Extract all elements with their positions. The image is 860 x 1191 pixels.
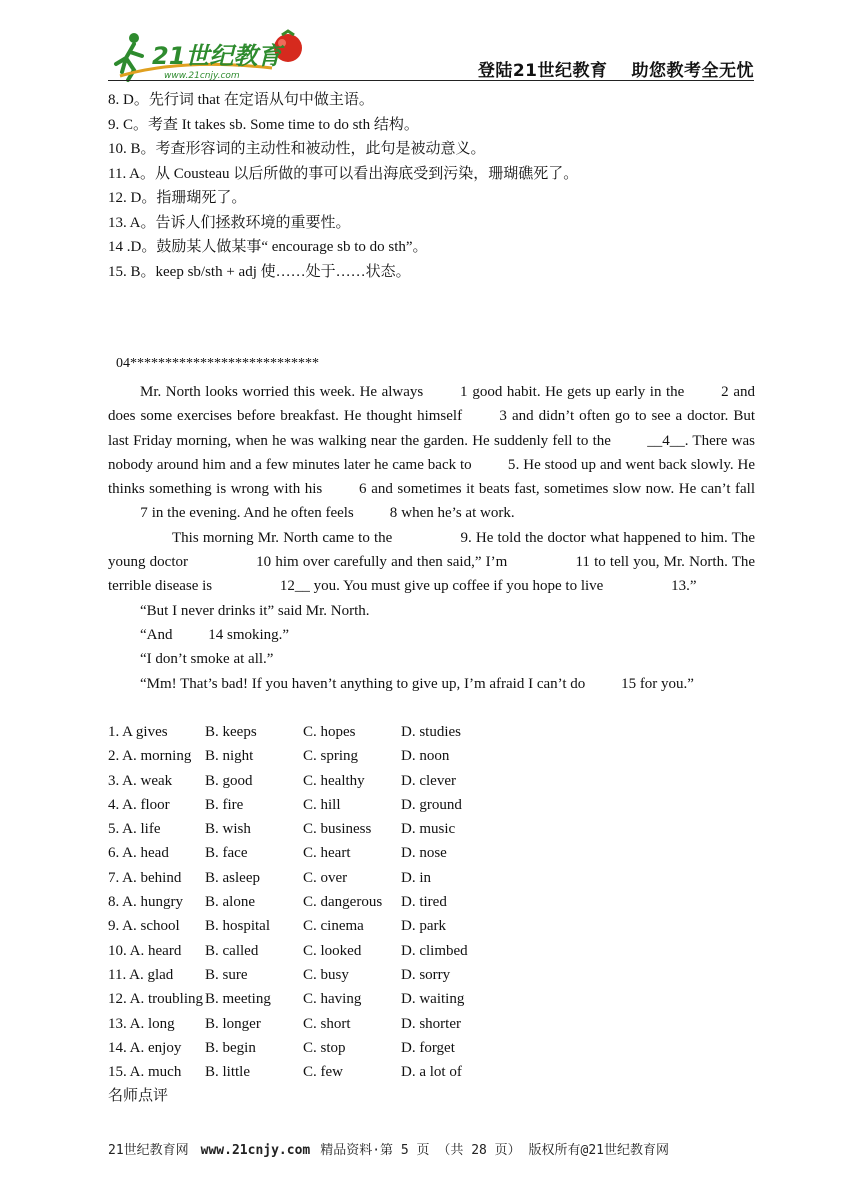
choice-a: 12. A. troubling: [108, 991, 204, 1008]
footer-site: 21世纪教育网: [108, 1143, 189, 1158]
choice-d: D. nose: [401, 845, 447, 862]
choice-b: B. longer: [205, 1015, 261, 1032]
choice-row: [108, 987, 521, 1011]
logo-url: www.21cnjy.com: [164, 71, 240, 81]
choice-row: [108, 1012, 521, 1036]
choice-d: D. climbed: [401, 942, 468, 959]
answer-item: 15. B。keep sb/sth + adj 使……处于……状态。: [108, 263, 411, 280]
choice-row: [108, 744, 521, 768]
choice-b: B. hospital: [205, 918, 271, 935]
choice-row: [108, 841, 521, 865]
passage-text: “And: [140, 626, 173, 643]
choice-a: 2. A. morning: [108, 748, 192, 765]
choice-c: C. dangerous: [303, 894, 383, 911]
choice-b: B. alone: [205, 894, 255, 911]
passage-text: smoking.”: [227, 626, 290, 643]
blank-12: 12__: [279, 578, 310, 595]
choice-a: 14. A. enjoy: [108, 1039, 182, 1056]
choice-table: [108, 720, 521, 1084]
blank-15: 15: [621, 675, 637, 692]
choice-c: C. looked: [303, 942, 362, 959]
blank-14: 14: [208, 626, 224, 643]
choice-row: [108, 1060, 521, 1084]
choice-c: C. healthy: [303, 772, 365, 789]
choice-a: 7. A. behind: [108, 869, 182, 886]
choice-c: C. short: [303, 1015, 351, 1032]
blank-2: 2: [721, 384, 729, 400]
choice-d: D. waiting: [401, 991, 465, 1008]
blank-3: 3: [499, 408, 507, 425]
answer-list: [108, 88, 768, 284]
choice-a: 6. A. head: [108, 845, 169, 862]
choice-c: C. having: [303, 991, 362, 1008]
passage-text: to tell you, Mr. North. The terrible disease is: [108, 554, 756, 595]
passage-text: “Mm! That’s bad! If you haven’t anything to give up, I’m afraid I can’t do: [140, 675, 586, 692]
choice-b: B. called: [205, 942, 259, 959]
choice-b: B. asleep: [205, 869, 260, 886]
choice-a: 13. A. long: [108, 1015, 175, 1032]
choice-d: D. music: [401, 821, 456, 838]
choice-d: D. shorter: [401, 1015, 461, 1032]
teacher-comment-label: 名师点评: [108, 1088, 169, 1104]
passage-text: you. You must give up coffee if you hope to live: [313, 578, 604, 595]
choice-row: [108, 1036, 521, 1060]
choice-a: 10. A. heard: [108, 942, 182, 959]
slogan-right: 助您教考全无忧: [631, 61, 754, 81]
choice-a: 11. A. glad: [108, 966, 174, 983]
choice-c: C. stop: [303, 1039, 346, 1056]
answer-item: 11. A。从 Cousteau 以后所做的事可以看出海底受到污染，珊瑚礁死了。: [108, 165, 579, 182]
choice-d: D. forget: [401, 1039, 455, 1056]
choice-row: [108, 914, 521, 938]
passage-paragraph-5: “I don’t smoke at all.”: [140, 651, 274, 668]
passage-text: and does some exercises before breakfast. He thought himself: [108, 384, 756, 425]
choice-row: [108, 720, 521, 744]
answer-item: 8. D。先行词 that 在定语从句中做主语。: [108, 92, 374, 108]
passage-paragraph-1: [108, 380, 755, 526]
footer-url: www.21cnjy.com: [200, 1143, 311, 1158]
blank-7: 7: [140, 505, 148, 522]
passage-text: .”: [686, 578, 697, 595]
blank-10: 10: [256, 554, 272, 571]
answer-item: 14 .D。鼓励某人做某事“ encourage sb to do sth”。: [108, 239, 428, 255]
logo-text: 21世纪教育: [152, 42, 282, 70]
choice-c: C. spring: [303, 748, 359, 765]
passage-paragraph-6: [108, 672, 755, 696]
choice-c: C. cinema: [303, 918, 364, 935]
choice-d: D. ground: [401, 796, 462, 813]
answer-item: 13. A。告诉人们拯救环境的重要性。: [108, 214, 351, 231]
blank-6: 6: [358, 481, 367, 498]
choice-a: 15. A. much: [108, 1064, 182, 1081]
passage-text: for you.”: [639, 675, 694, 692]
choice-a: 5. A. life: [108, 821, 161, 838]
choice-c: C. business: [303, 821, 372, 838]
site-logo: [112, 28, 312, 84]
answer-item: 9. C。考查 It takes sb. Some time to do sth 结构。: [108, 116, 419, 133]
blank-4: __4__: [647, 432, 685, 449]
choice-d: D. a lot of: [401, 1064, 462, 1081]
passage-text: in the evening. And he often feels: [151, 505, 354, 522]
choice-c: C. few: [303, 1064, 343, 1081]
passage-text: good habit. He gets up early in the: [472, 384, 685, 400]
passage-text: when he’s at work.: [401, 505, 515, 522]
passage-text: and didn’t often go to see a doctor. But last Friday morning, when he was walking near the garden. He suddenly fell to the: [108, 408, 756, 449]
cloze-passage: [108, 380, 755, 696]
choice-b: B. begin: [205, 1039, 256, 1056]
choice-row: [108, 963, 521, 987]
passage-text: Mr. North looks worried this week. He always: [140, 384, 424, 400]
passage-paragraph-2: [108, 526, 755, 599]
page-footer: [108, 1139, 669, 1158]
choice-row: [108, 817, 521, 841]
choice-c: C. hill: [303, 796, 341, 813]
choice-b: B. meeting: [205, 991, 271, 1008]
answer-item: 12. D。指珊瑚死了。: [108, 190, 247, 206]
choice-d: D. sorry: [401, 966, 451, 983]
choice-c: C. over: [303, 869, 348, 886]
choice-d: D. tired: [401, 894, 447, 911]
passage-paragraph-4: [108, 623, 755, 647]
blank-13: 13: [671, 578, 687, 595]
choice-a: 3. A. weak: [108, 772, 173, 789]
choice-b: B. good: [205, 772, 253, 789]
blank-5: 5: [507, 456, 516, 473]
logo-graphic: [112, 28, 312, 84]
choice-b: B. night: [205, 748, 254, 765]
passage-text: him over carefully and then said,” I’m: [275, 554, 508, 571]
choice-row: [108, 793, 521, 817]
passage-text: . He stood up and went back slowly. He thinks something is wrong with his: [108, 456, 755, 498]
choice-c: C. hopes: [303, 724, 356, 740]
answer-item: 10. B。考查形容词的主动性和被动性，此句是被动意义。: [108, 141, 486, 157]
choice-b: B. little: [205, 1064, 250, 1081]
passage-paragraph-3: “But I never drinks it” said Mr. North.: [140, 602, 370, 619]
blank-1: 1: [460, 384, 468, 400]
choice-row: [108, 890, 521, 914]
choice-a: 9. A. school: [108, 918, 180, 935]
choice-row: [108, 939, 521, 963]
passage-text: This morning Mr. North came to the: [172, 529, 393, 546]
passage-text: . He told the doctor what happened to him. The young doctor: [108, 529, 756, 571]
choice-d: D. park: [401, 918, 446, 935]
choice-b: B. wish: [205, 821, 251, 838]
slogan-left: 登陆21世纪教育: [477, 61, 608, 81]
section-number: 04***************************: [116, 356, 319, 371]
header-slogan: [454, 56, 754, 81]
header-divider: [108, 80, 754, 81]
choice-b: B. keeps: [205, 724, 257, 740]
choice-d: D. noon: [401, 748, 450, 765]
choice-d: D. clever: [401, 772, 456, 789]
choice-b: B. face: [205, 845, 248, 862]
choice-b: B. sure: [205, 966, 248, 983]
passage-text: . There was nobody around him and a few minutes later he came back to: [108, 432, 755, 473]
choice-a: 8. A. hungry: [108, 894, 183, 911]
choice-c: C. heart: [303, 845, 351, 862]
choice-b: B. fire: [205, 796, 244, 813]
footer-info: 精品资料·第 5 页 （共 28 页） 版权所有@21世纪教育网: [320, 1143, 669, 1158]
choice-a: 1. A gives: [108, 724, 168, 740]
choice-d: D. studies: [401, 724, 461, 740]
choice-row: [108, 769, 521, 793]
choice-row: [108, 866, 521, 890]
blank-8: 8: [389, 505, 398, 522]
blank-9: 9: [460, 529, 468, 546]
choice-d: D. in: [401, 869, 431, 886]
blank-11: 11: [575, 554, 590, 571]
choice-c: C. busy: [303, 966, 349, 983]
choice-a: 4. A. floor: [108, 796, 170, 813]
passage-text: and sometimes it beats fast, sometimes slow now. He can’t fall: [371, 481, 756, 498]
